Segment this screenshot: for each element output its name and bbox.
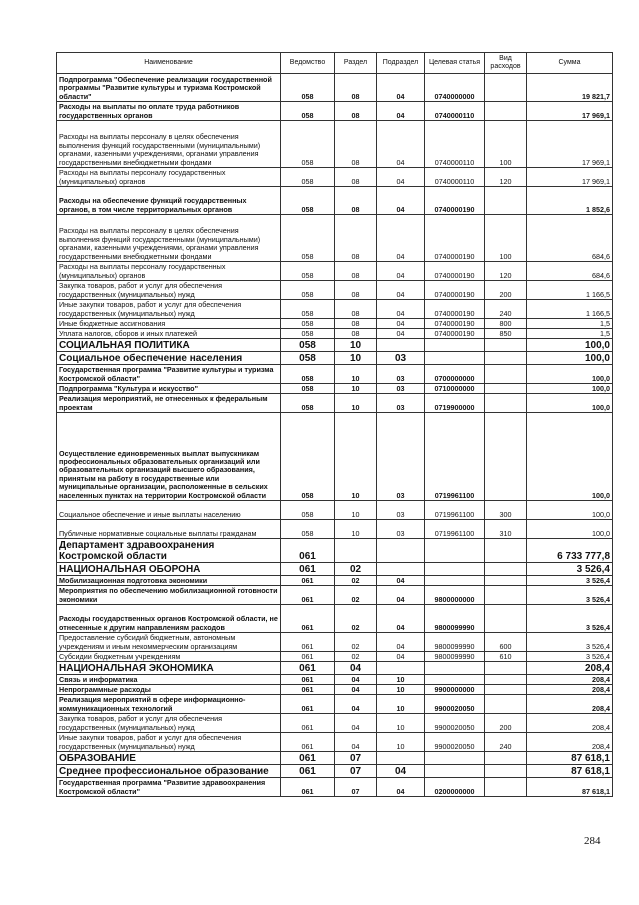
row-amount-cell: 1 852,6 xyxy=(527,187,613,215)
row-department-cell: 061 xyxy=(281,586,335,605)
row-section-cell: 02 xyxy=(335,652,377,662)
row-amount-cell: 100,0 xyxy=(527,413,613,501)
row-name-cell: Расходы на выплаты персоналу в целях обеспечения выполнения функций государственными (муниципальными) органами, казенными учреждениями, органами управления государственными внебюджетными фондами xyxy=(57,215,281,262)
column-header-amount: Сумма xyxy=(527,53,613,74)
row-department-cell: 058 xyxy=(281,74,335,102)
row-name-cell: Закупка товаров, работ и услуг для обеспечения государственных (муниципальных) нужд xyxy=(57,714,281,733)
row-expense-type-cell xyxy=(485,563,527,576)
row-amount-cell: 1 166,5 xyxy=(527,281,613,300)
row-department-cell: 061 xyxy=(281,633,335,652)
row-department-cell: 058 xyxy=(281,300,335,319)
table-row xyxy=(57,520,613,539)
row-target-article-cell: 9800000000 xyxy=(425,586,485,605)
row-department-cell: 061 xyxy=(281,576,335,586)
table-row xyxy=(57,215,613,262)
row-subsection-cell: 04 xyxy=(377,778,425,797)
table-row xyxy=(57,586,613,605)
row-section-cell: 08 xyxy=(335,319,377,329)
row-name-cell: Социальное обеспечение и иные выплаты населению xyxy=(57,501,281,520)
row-department-cell: 061 xyxy=(281,662,335,675)
row-amount-cell: 17 969,1 xyxy=(527,168,613,187)
row-subsection-cell: 04 xyxy=(377,329,425,339)
row-subsection-cell: 04 xyxy=(377,300,425,319)
row-name-cell: Мобилизационная подготовка экономики xyxy=(57,576,281,586)
row-name-cell: Подпрограмма "Обеспечение реализации государственной программы "Развитие культуры и туризма Костромской области" xyxy=(57,74,281,102)
row-name-cell: Государственная программа "Развитие культуры и туризма Костромской области" xyxy=(57,365,281,384)
row-department-cell: 061 xyxy=(281,563,335,576)
table-row xyxy=(57,501,613,520)
row-name-cell: Субсидии бюджетным учреждениям xyxy=(57,652,281,662)
row-expense-type-cell: 850 xyxy=(485,329,527,339)
row-name-cell: Департамент здравоохранения Костромской области xyxy=(57,539,281,563)
row-target-article-cell: 9900020050 xyxy=(425,714,485,733)
table-row xyxy=(57,384,613,394)
table-body xyxy=(57,74,613,797)
row-section-cell: 02 xyxy=(335,563,377,576)
row-department-cell: 061 xyxy=(281,685,335,695)
column-header-subsection: Подраздел xyxy=(377,53,425,74)
row-department-cell: 058 xyxy=(281,121,335,168)
row-target-article-cell: 9900000000 xyxy=(425,685,485,695)
row-subsection-cell: 04 xyxy=(377,215,425,262)
row-department-cell: 058 xyxy=(281,413,335,501)
row-section-cell: 10 xyxy=(335,339,377,352)
row-amount-cell: 100,0 xyxy=(527,394,613,413)
row-expense-type-cell xyxy=(485,187,527,215)
row-amount-cell: 3 526,4 xyxy=(527,563,613,576)
row-subsection-cell: 03 xyxy=(377,384,425,394)
row-subsection-cell: 04 xyxy=(377,633,425,652)
row-amount-cell: 1,5 xyxy=(527,319,613,329)
row-target-article-cell xyxy=(425,563,485,576)
row-target-article-cell: 9900020050 xyxy=(425,695,485,714)
table-row xyxy=(57,576,613,586)
row-expense-type-cell xyxy=(485,605,527,633)
row-section-cell: 10 xyxy=(335,501,377,520)
row-expense-type-cell xyxy=(485,413,527,501)
row-department-cell: 058 xyxy=(281,501,335,520)
table-row xyxy=(57,662,613,675)
row-section-cell: 08 xyxy=(335,168,377,187)
row-target-article-cell: 9900020050 xyxy=(425,733,485,752)
row-target-article-cell: 9800099990 xyxy=(425,605,485,633)
row-name-cell: Расходы на обеспечение функций государственных органов, в том числе территориальных органов xyxy=(57,187,281,215)
column-header-expense-type: Вид расходов xyxy=(485,53,527,74)
column-header-department: Ведомство xyxy=(281,53,335,74)
row-subsection-cell: 04 xyxy=(377,576,425,586)
row-target-article-cell: 0740000190 xyxy=(425,262,485,281)
row-expense-type-cell: 300 xyxy=(485,501,527,520)
table-row xyxy=(57,633,613,652)
row-expense-type-cell xyxy=(485,576,527,586)
row-department-cell: 061 xyxy=(281,778,335,797)
row-section-cell: 08 xyxy=(335,300,377,319)
table-row xyxy=(57,652,613,662)
row-section-cell: 10 xyxy=(335,365,377,384)
row-expense-type-cell xyxy=(485,675,527,685)
row-section-cell: 08 xyxy=(335,262,377,281)
table-row xyxy=(57,563,613,576)
row-expense-type-cell: 100 xyxy=(485,215,527,262)
row-target-article-cell: 0740000110 xyxy=(425,102,485,121)
row-expense-type-cell: 610 xyxy=(485,652,527,662)
row-department-cell: 058 xyxy=(281,394,335,413)
row-name-cell: ОБРАЗОВАНИЕ xyxy=(57,752,281,765)
row-name-cell: Предоставление субсидий бюджетным, автономным учреждениям и иным некоммерческим организациям xyxy=(57,633,281,652)
row-expense-type-cell xyxy=(485,365,527,384)
row-target-article-cell: 0740000110 xyxy=(425,121,485,168)
row-expense-type-cell xyxy=(485,339,527,352)
row-section-cell: 07 xyxy=(335,778,377,797)
row-department-cell: 058 xyxy=(281,339,335,352)
row-department-cell: 058 xyxy=(281,168,335,187)
table-row xyxy=(57,300,613,319)
row-amount-cell: 100,0 xyxy=(527,384,613,394)
row-expense-type-cell: 120 xyxy=(485,168,527,187)
row-amount-cell: 100,0 xyxy=(527,501,613,520)
row-expense-type-cell xyxy=(485,102,527,121)
table-row xyxy=(57,339,613,352)
row-subsection-cell: 10 xyxy=(377,675,425,685)
table-row xyxy=(57,685,613,695)
row-name-cell: Иные бюджетные ассигнования xyxy=(57,319,281,329)
row-section-cell: 04 xyxy=(335,695,377,714)
row-name-cell: Государственная программа "Развитие здравоохранения Костромской области" xyxy=(57,778,281,797)
row-name-cell: НАЦИОНАЛЬНАЯ ЭКОНОМИКА xyxy=(57,662,281,675)
row-department-cell: 058 xyxy=(281,329,335,339)
row-section-cell: 04 xyxy=(335,685,377,695)
row-subsection-cell: 04 xyxy=(377,121,425,168)
row-target-article-cell: 0719900000 xyxy=(425,394,485,413)
row-expense-type-cell xyxy=(485,695,527,714)
row-name-cell: Публичные нормативные социальные выплаты гражданам xyxy=(57,520,281,539)
row-department-cell: 058 xyxy=(281,365,335,384)
row-target-article-cell: 0740000190 xyxy=(425,319,485,329)
row-amount-cell: 17 969,1 xyxy=(527,102,613,121)
row-target-article-cell xyxy=(425,576,485,586)
row-amount-cell: 100,0 xyxy=(527,352,613,365)
row-subsection-cell xyxy=(377,339,425,352)
row-target-article-cell: 0740000190 xyxy=(425,187,485,215)
row-expense-type-cell: 200 xyxy=(485,281,527,300)
row-section-cell: 10 xyxy=(335,384,377,394)
row-amount-cell: 87 618,1 xyxy=(527,765,613,778)
row-amount-cell: 87 618,1 xyxy=(527,752,613,765)
row-name-cell: Социальное обеспечение населения xyxy=(57,352,281,365)
row-expense-type-cell: 800 xyxy=(485,319,527,329)
row-department-cell: 061 xyxy=(281,695,335,714)
row-amount-cell: 19 821,7 xyxy=(527,74,613,102)
table-row xyxy=(57,262,613,281)
row-name-cell: Закупка товаров, работ и услуг для обеспечения государственных (муниципальных) нужд xyxy=(57,281,281,300)
row-section-cell: 07 xyxy=(335,752,377,765)
row-subsection-cell: 04 xyxy=(377,586,425,605)
table-row xyxy=(57,394,613,413)
row-section-cell: 10 xyxy=(335,413,377,501)
row-subsection-cell: 04 xyxy=(377,605,425,633)
row-subsection-cell xyxy=(377,563,425,576)
row-amount-cell: 17 969,1 xyxy=(527,121,613,168)
row-expense-type-cell: 120 xyxy=(485,262,527,281)
row-subsection-cell: 04 xyxy=(377,281,425,300)
row-expense-type-cell xyxy=(485,752,527,765)
row-expense-type-cell xyxy=(485,765,527,778)
row-subsection-cell: 04 xyxy=(377,102,425,121)
row-name-cell: Непрограммные расходы xyxy=(57,685,281,695)
row-name-cell: Реализация мероприятий в сфере информационно-коммуникационных технологий xyxy=(57,695,281,714)
row-target-article-cell: 0719961100 xyxy=(425,520,485,539)
row-name-cell: Иные закупки товаров, работ и услуг для обеспечения государственных (муниципальных) нужд xyxy=(57,733,281,752)
row-name-cell: Реализация мероприятий, не отнесенных к федеральным проектам xyxy=(57,394,281,413)
page-number: 284 xyxy=(584,835,601,847)
row-name-cell: Расходы на выплаты по оплате труда работников государственных органов xyxy=(57,102,281,121)
row-target-article-cell: 0710000000 xyxy=(425,384,485,394)
row-name-cell: СОЦИАЛЬНАЯ ПОЛИТИКА xyxy=(57,339,281,352)
row-name-cell: Мероприятия по обеспечению мобилизационной готовности экономики xyxy=(57,586,281,605)
row-amount-cell: 100,0 xyxy=(527,365,613,384)
row-target-article-cell: 0719961100 xyxy=(425,413,485,501)
row-subsection-cell: 04 xyxy=(377,74,425,102)
row-section-cell: 08 xyxy=(335,121,377,168)
table-row xyxy=(57,605,613,633)
row-department-cell: 061 xyxy=(281,752,335,765)
table-row xyxy=(57,733,613,752)
row-amount-cell: 3 526,4 xyxy=(527,605,613,633)
row-target-article-cell xyxy=(425,352,485,365)
row-amount-cell: 208,4 xyxy=(527,733,613,752)
row-section-cell: 10 xyxy=(335,394,377,413)
row-section-cell: 08 xyxy=(335,215,377,262)
row-amount-cell: 6 733 777,8 xyxy=(527,539,613,563)
row-section-cell: 02 xyxy=(335,576,377,586)
row-target-article-cell: 0740000190 xyxy=(425,215,485,262)
row-department-cell: 061 xyxy=(281,539,335,563)
table-row xyxy=(57,168,613,187)
row-amount-cell: 684,6 xyxy=(527,262,613,281)
table-header-row xyxy=(57,53,613,74)
column-header-section: Раздел xyxy=(335,53,377,74)
row-target-article-cell: 0740000190 xyxy=(425,281,485,300)
row-target-article-cell: 0719961100 xyxy=(425,501,485,520)
row-expense-type-cell: 200 xyxy=(485,714,527,733)
row-expense-type-cell xyxy=(485,662,527,675)
row-name-cell: Расходы на выплаты персоналу государственных (муниципальных) органов xyxy=(57,262,281,281)
row-amount-cell: 3 526,4 xyxy=(527,633,613,652)
table-row xyxy=(57,319,613,329)
row-subsection-cell: 10 xyxy=(377,733,425,752)
row-amount-cell: 87 618,1 xyxy=(527,778,613,797)
row-section-cell: 08 xyxy=(335,329,377,339)
row-section-cell: 02 xyxy=(335,586,377,605)
row-department-cell: 058 xyxy=(281,384,335,394)
row-subsection-cell: 03 xyxy=(377,394,425,413)
row-expense-type-cell: 100 xyxy=(485,121,527,168)
row-department-cell: 061 xyxy=(281,652,335,662)
row-target-article-cell: 0200000000 xyxy=(425,778,485,797)
row-section-cell: 08 xyxy=(335,102,377,121)
table-row xyxy=(57,187,613,215)
row-section-cell: 10 xyxy=(335,520,377,539)
budget-table xyxy=(56,52,613,797)
row-section-cell: 10 xyxy=(335,352,377,365)
table-row xyxy=(57,752,613,765)
row-amount-cell: 208,4 xyxy=(527,695,613,714)
row-subsection-cell: 03 xyxy=(377,413,425,501)
row-department-cell: 061 xyxy=(281,765,335,778)
table-row xyxy=(57,714,613,733)
row-subsection-cell: 10 xyxy=(377,695,425,714)
row-expense-type-cell: 600 xyxy=(485,633,527,652)
row-target-article-cell xyxy=(425,752,485,765)
row-name-cell: Подпрограмма "Культура и искусство" xyxy=(57,384,281,394)
table-row xyxy=(57,413,613,501)
row-section-cell: 02 xyxy=(335,605,377,633)
row-target-article-cell: 0740000190 xyxy=(425,329,485,339)
table-row xyxy=(57,675,613,685)
row-department-cell: 058 xyxy=(281,262,335,281)
row-department-cell: 058 xyxy=(281,352,335,365)
row-department-cell: 058 xyxy=(281,102,335,121)
row-department-cell: 058 xyxy=(281,281,335,300)
row-name-cell: Расходы государственных органов Костромской области, не отнесенные к другим направлениям расходов xyxy=(57,605,281,633)
row-subsection-cell: 10 xyxy=(377,685,425,695)
row-department-cell: 058 xyxy=(281,319,335,329)
row-expense-type-cell xyxy=(485,586,527,605)
row-name-cell: Осуществление единовременных выплат выпускникам профессиональных образовательных организаций или образовательных организаций высшего образования, принятым на работу в государственные или муниципальные организации, расположенные в сельских населенных пунктах на территории Костромской области xyxy=(57,413,281,501)
row-expense-type-cell xyxy=(485,685,527,695)
row-expense-type-cell: 310 xyxy=(485,520,527,539)
row-subsection-cell xyxy=(377,752,425,765)
row-section-cell xyxy=(335,539,377,563)
table-row xyxy=(57,695,613,714)
column-header-target-article: Целевая статья xyxy=(425,53,485,74)
row-expense-type-cell xyxy=(485,778,527,797)
row-subsection-cell: 03 xyxy=(377,520,425,539)
row-target-article-cell: 9800099990 xyxy=(425,633,485,652)
row-expense-type-cell xyxy=(485,394,527,413)
row-amount-cell: 208,4 xyxy=(527,675,613,685)
row-amount-cell: 3 526,4 xyxy=(527,652,613,662)
row-section-cell: 04 xyxy=(335,733,377,752)
row-department-cell: 061 xyxy=(281,605,335,633)
row-department-cell: 061 xyxy=(281,733,335,752)
row-department-cell: 058 xyxy=(281,187,335,215)
row-section-cell: 04 xyxy=(335,675,377,685)
table-row xyxy=(57,102,613,121)
row-department-cell: 061 xyxy=(281,675,335,685)
row-expense-type-cell xyxy=(485,539,527,563)
table-row xyxy=(57,778,613,797)
table-row xyxy=(57,365,613,384)
row-subsection-cell xyxy=(377,539,425,563)
row-name-cell: Связь и информатика xyxy=(57,675,281,685)
row-target-article-cell xyxy=(425,539,485,563)
row-target-article-cell: 0740000000 xyxy=(425,74,485,102)
row-target-article-cell xyxy=(425,765,485,778)
row-expense-type-cell: 240 xyxy=(485,300,527,319)
row-subsection-cell xyxy=(377,662,425,675)
row-section-cell: 08 xyxy=(335,74,377,102)
row-department-cell: 061 xyxy=(281,714,335,733)
row-subsection-cell: 03 xyxy=(377,365,425,384)
row-target-article-cell: 0700000000 xyxy=(425,365,485,384)
row-name-cell: Расходы на выплаты персоналу государственных (муниципальных) органов xyxy=(57,168,281,187)
row-amount-cell: 3 526,4 xyxy=(527,586,613,605)
row-expense-type-cell xyxy=(485,384,527,394)
row-name-cell: Уплата налогов, сборов и иных платежей xyxy=(57,329,281,339)
row-subsection-cell: 03 xyxy=(377,352,425,365)
row-section-cell: 04 xyxy=(335,662,377,675)
row-section-cell: 08 xyxy=(335,281,377,300)
table-row xyxy=(57,74,613,102)
row-subsection-cell: 04 xyxy=(377,652,425,662)
row-name-cell: Среднее профессиональное образование xyxy=(57,765,281,778)
row-target-article-cell: 0740000190 xyxy=(425,300,485,319)
row-amount-cell: 100,0 xyxy=(527,520,613,539)
row-target-article-cell xyxy=(425,662,485,675)
row-amount-cell: 3 526,4 xyxy=(527,576,613,586)
row-subsection-cell: 03 xyxy=(377,501,425,520)
row-expense-type-cell xyxy=(485,74,527,102)
row-target-article-cell: 9800099990 xyxy=(425,652,485,662)
row-section-cell: 04 xyxy=(335,714,377,733)
table-row xyxy=(57,281,613,300)
row-target-article-cell xyxy=(425,339,485,352)
row-department-cell: 058 xyxy=(281,520,335,539)
table-row xyxy=(57,352,613,365)
row-amount-cell: 1 166,5 xyxy=(527,300,613,319)
row-subsection-cell: 04 xyxy=(377,262,425,281)
row-amount-cell: 208,4 xyxy=(527,685,613,695)
table-row xyxy=(57,121,613,168)
row-amount-cell: 208,4 xyxy=(527,714,613,733)
row-subsection-cell: 04 xyxy=(377,187,425,215)
row-amount-cell: 1,5 xyxy=(527,329,613,339)
row-expense-type-cell: 240 xyxy=(485,733,527,752)
table-row xyxy=(57,329,613,339)
row-target-article-cell: 0740000110 xyxy=(425,168,485,187)
row-subsection-cell: 10 xyxy=(377,714,425,733)
row-name-cell: НАЦИОНАЛЬНАЯ ОБОРОНА xyxy=(57,563,281,576)
row-subsection-cell: 04 xyxy=(377,168,425,187)
row-amount-cell: 684,6 xyxy=(527,215,613,262)
row-name-cell: Расходы на выплаты персоналу в целях обеспечения выполнения функций государственными (муниципальными) органами, казенными учреждениями, органами управления государственными внебюджетными фондами xyxy=(57,121,281,168)
table-row xyxy=(57,539,613,563)
row-amount-cell: 208,4 xyxy=(527,662,613,675)
row-subsection-cell: 04 xyxy=(377,765,425,778)
row-department-cell: 058 xyxy=(281,215,335,262)
row-name-cell: Иные закупки товаров, работ и услуг для обеспечения государственных (муниципальных) нужд xyxy=(57,300,281,319)
row-section-cell: 08 xyxy=(335,187,377,215)
row-subsection-cell: 04 xyxy=(377,319,425,329)
table-row xyxy=(57,765,613,778)
column-header-name: Наименование xyxy=(57,53,281,74)
row-section-cell: 07 xyxy=(335,765,377,778)
row-amount-cell: 100,0 xyxy=(527,339,613,352)
row-target-article-cell xyxy=(425,675,485,685)
row-expense-type-cell xyxy=(485,352,527,365)
row-section-cell: 02 xyxy=(335,633,377,652)
